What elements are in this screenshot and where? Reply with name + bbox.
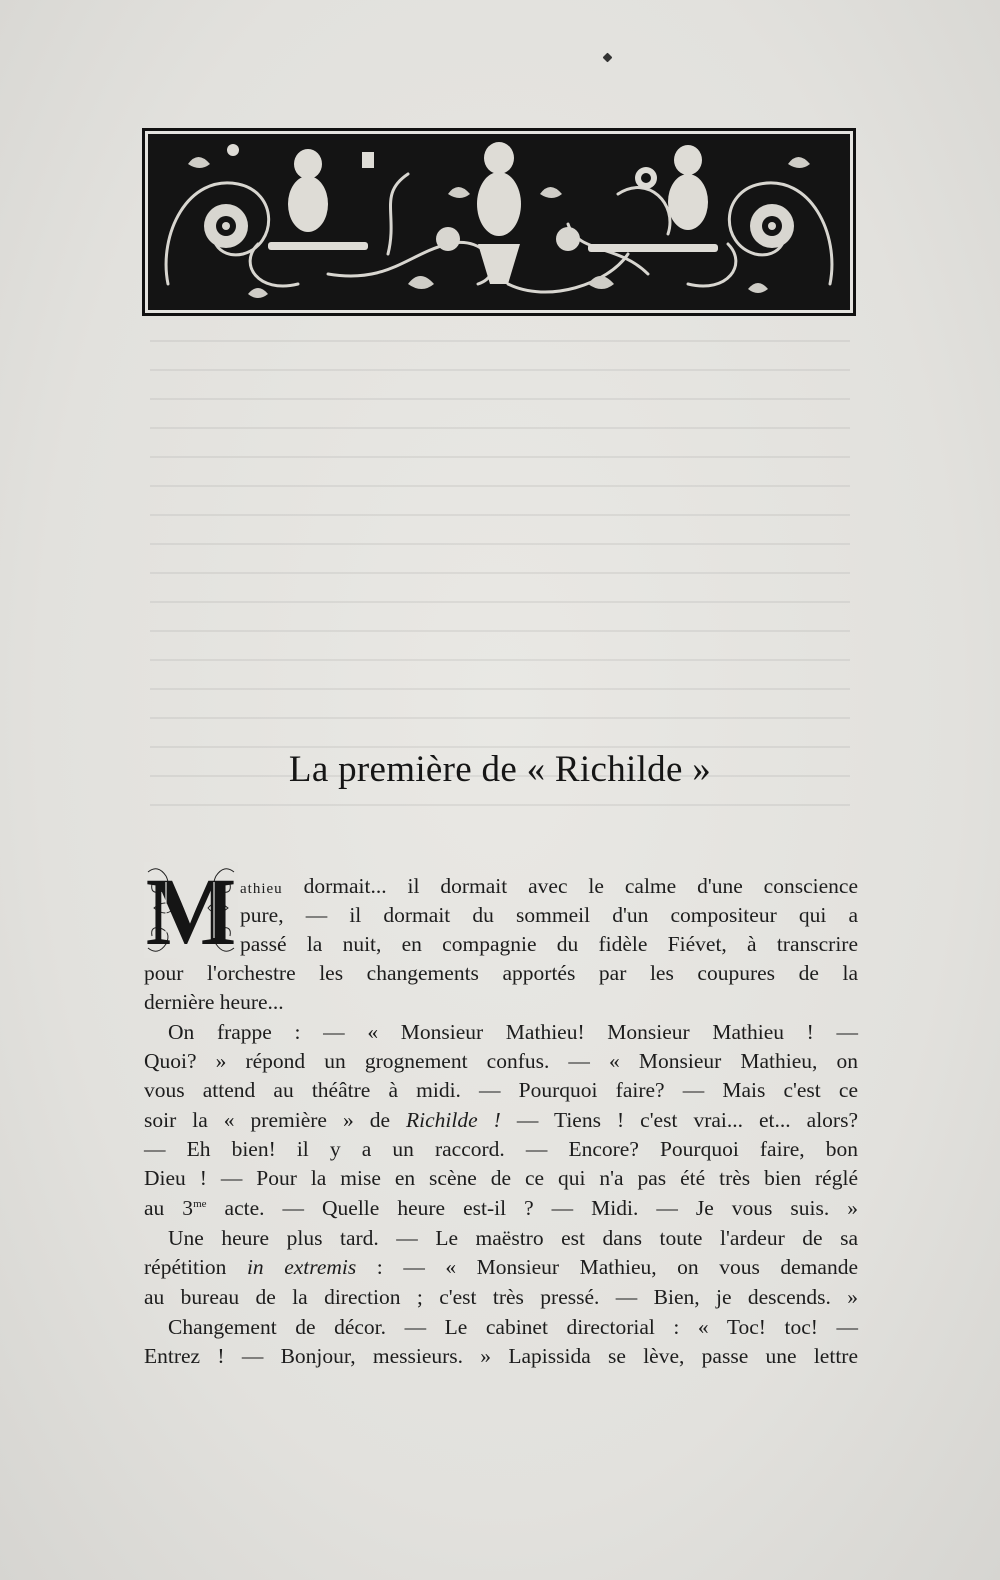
text-line: Quoi? » répond un grognement confus. — « Monsieur Mathieu, on: [144, 1049, 858, 1073]
text-run: — Tiens ! c'est vrai... et... alors?: [500, 1108, 858, 1132]
text-run: répétition: [144, 1255, 247, 1279]
text-line: pour l'orchestre les changements apportés par les coupures de la: [144, 961, 858, 985]
ornate-letter-m-icon: [144, 862, 238, 958]
ink-mark: [603, 53, 613, 63]
svg-text:M: M: [145, 862, 237, 958]
italic-run: in extremis: [246, 1255, 357, 1279]
text-line: vous attend au théâtre à midi. — Pourquoi faire? — Mais c'est ce: [144, 1078, 858, 1102]
text-line: [144, 1257, 858, 1279]
text-line: au bureau de la direction ; c'est très pressé. — Bien, je descends. »: [144, 1285, 858, 1309]
text-line: [144, 1110, 858, 1132]
text-run: dormait... il dormait avec le calme d'une conscience: [282, 874, 858, 898]
text-line: Dieu ! — Pour la mise en scène de ce qui n'a pas été très bien réglé: [144, 1166, 858, 1190]
text-line: Entrez ! — Bonjour, messieurs. » Lapissida se lève, passe une lettre: [144, 1344, 858, 1368]
superscript-run: me: [193, 1197, 207, 1210]
chapter-title: La première de « Richilde »: [288, 749, 712, 790]
text-line: [240, 876, 858, 898]
text-line: passé la nuit, en compagnie du fidèle Fiévet, à transcrire: [240, 932, 858, 956]
text-run: au 3: [144, 1196, 194, 1220]
ornamental-headpiece-icon: [142, 128, 856, 316]
text-run: acte. — Quelle heure est-il ? — Midi. — Je vous suis. »: [206, 1196, 858, 1220]
text-line: Une heure plus tard. — Le maëstro est dans toute l'ardeur de sa: [168, 1226, 858, 1250]
text-line: dernière heure...: [144, 990, 284, 1014]
text-run: : — « Monsieur Mathieu, on vous demande: [356, 1255, 858, 1279]
text-line: — Eh bien! il y a un raccord. — Encore? Pourquoi faire, bon: [144, 1137, 858, 1161]
text-run: soir la « première » de: [144, 1108, 407, 1132]
text-line: [144, 1198, 858, 1220]
text-line: On frappe : — « Monsieur Mathieu! Monsieur Mathieu ! —: [168, 1020, 858, 1044]
italic-run: Richilde !: [406, 1108, 501, 1132]
text-line: Changement de décor. — Le cabinet directorial : « Toc! toc! —: [168, 1315, 858, 1339]
text-line: pure, — il dormait du sommeil d'un compositeur qui a: [240, 903, 858, 927]
smallcaps-run: athieu: [240, 881, 283, 897]
